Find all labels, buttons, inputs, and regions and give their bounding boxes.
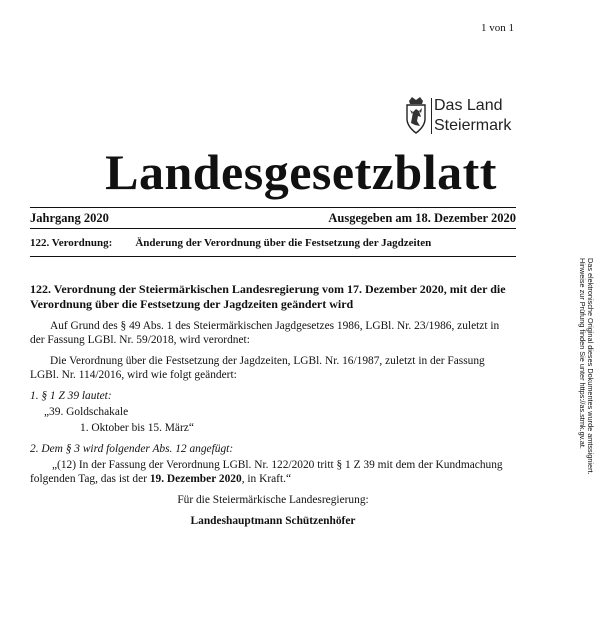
rule-middle bbox=[30, 228, 516, 229]
item-2-text-a: „(12) In der Fassung der Verordnung LGBl. Nr. 122/2020 tritt § 1 Z 39 mit dem der Kundmachung folgenden Tag, das ist der bbox=[30, 459, 503, 485]
rule-top bbox=[30, 207, 516, 208]
rule-bottom bbox=[30, 256, 516, 257]
ausgegeben-date: Ausgegeben am 18. Dezember 2020 bbox=[328, 211, 516, 225]
item-2-label: 2. Dem § 3 wird folgender Abs. 12 angefügt: bbox=[30, 443, 234, 455]
item-1-line-2: 1. Oktober bis 15. März“ bbox=[80, 422, 194, 434]
item-2-text bbox=[30, 458, 516, 486]
steiermark-logo bbox=[404, 95, 516, 139]
paragraph-legal-basis: Auf Grund des § 49 Abs. 1 des Steiermärkischen Jagdgesetzes 1986, LGBl. Nr. 23/1986, zuletzt in der Fassung LGBl. Nr. 59/2018, wird verordnet: bbox=[30, 320, 500, 346]
ordinance-heading: 122. Verordnung der Steiermärkischen Landesregierung vom 17. Dezember 2020, mit der die Verordnung über die Festsetzung der Jagdzeiten geändert wird bbox=[30, 282, 506, 311]
item-1-line-1: „39. Goldschakale bbox=[44, 406, 129, 418]
subject-text: Änderung der Verordnung über die Festsetzung der Jagdzeiten bbox=[135, 237, 432, 249]
subject-label: 122. Verordnung: bbox=[30, 237, 113, 249]
item-2-text-b: , in Kraft.“ bbox=[241, 473, 292, 485]
signature-notice-line-1: Das elektronische Original dieses Dokumentes wurde amtssigniert. bbox=[586, 258, 595, 475]
info-row bbox=[30, 211, 516, 226]
coat-of-arms-icon bbox=[404, 95, 428, 135]
masthead-title: Landesgesetzblatt bbox=[105, 144, 497, 200]
logo-line-1: Das Land bbox=[434, 97, 503, 114]
subject-row bbox=[30, 237, 516, 249]
logo-divider bbox=[431, 98, 432, 134]
logo-text bbox=[434, 96, 511, 136]
signature-intro: Für die Steiermärkische Landesregierung: bbox=[177, 494, 369, 506]
signature-name: Landeshauptmann Schützenhöfer bbox=[190, 515, 356, 527]
signature-notice bbox=[578, 258, 594, 498]
page-number: 1 von 1 bbox=[481, 22, 514, 34]
logo-line-2: Steiermark bbox=[434, 117, 512, 134]
jahrgang: Jahrgang 2020 bbox=[30, 211, 109, 225]
item-1-label: 1. § 1 Z 39 lautet: bbox=[30, 390, 112, 402]
paragraph-amendment-intro: Die Verordnung über die Festsetzung der Jagdzeiten, LGBl. Nr. 16/1987, zuletzt in der Fassung LGBl. Nr. 114/2016, wird wie folgt geändert: bbox=[30, 355, 485, 381]
document-body bbox=[30, 282, 516, 535]
signature-notice-line-2: Hinweise zur Prüfung finden Sie unter https://as.stmk.gv.at. bbox=[578, 258, 587, 449]
item-2-date: 19. Dezember 2020 bbox=[149, 473, 242, 485]
